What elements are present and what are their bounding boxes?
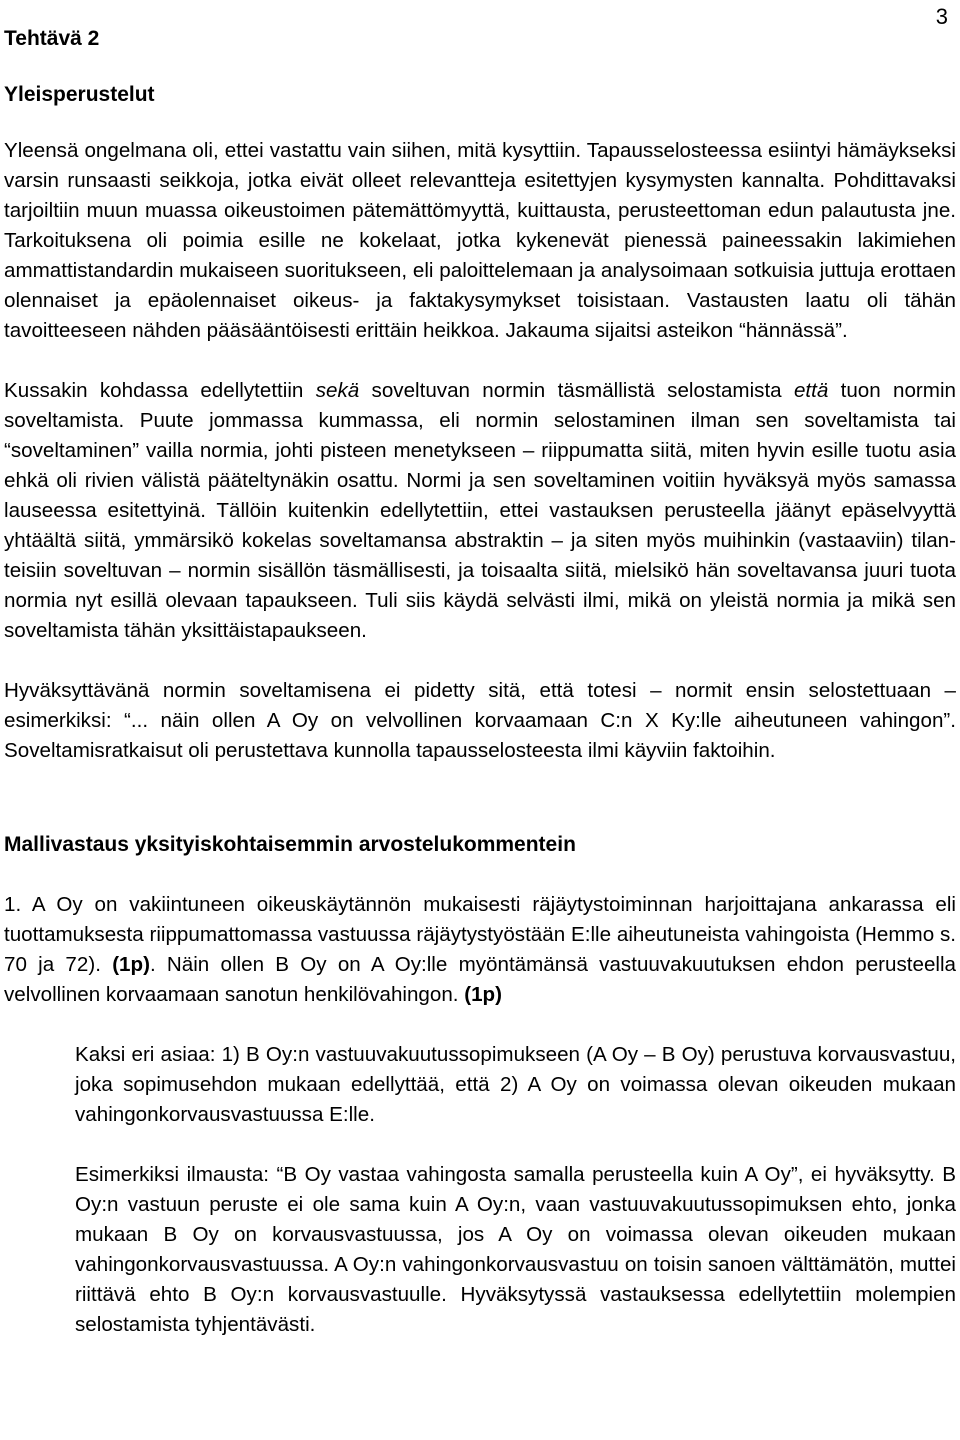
general-grounds-heading: Yleisperustelut — [4, 83, 155, 106]
p2-text-3: tuon normin soveltamista. Puute jommassa kummassa, eli normin selostaminen ilman sen soveltamista tai “soveltaminen” vailla normia, johti pisteen menetykseen – riippumatta siitä, miten hyvin esille tuotu asia ehkä oli rivien välistä pääteltynäkin osattu. Normi ja sen soveltaminen voitiin hyväksyä myös samassa lauseessa esitettyinä. Tällöin kuitenkin edellytettiin, ettei vastauksen perusteella jäänyt epäselvyyttä yhtäältä siitä, ymmärsikö kokelas soveltamansa abstraktin – ja siten myös muihinkin (vastaaviin) tilanteisiin soveltuvan – normin sisällön täsmällisesti, ja toisaalta siitä, mielsikö hän soveltavansa juuri tuota normia nyt esillä olevaan tapaukseen. Tuli siis käydä selvästi ilmi, mikä on yleistä normia ja mikä sen soveltamista tähän yksittäistapaukseen. — [4, 379, 956, 642]
p4-text-2: . Näin ollen B Oy on A Oy:lle myöntämänsä vastuuvakuutuksen ehdon perusteella velvollinen korvaamaan sanotun henkilövahingon. — [4, 953, 957, 1006]
p4-points-1: (1p) — [112, 953, 150, 976]
paragraph-example-expression: Esimerkiksi ilmausta: “B Oy vastaa vahingosta samalla perusteella kuin A Oy”, ei hyväksytty. B Oy:n vastuun peruste ei ole sama kuin A Oy:n, vaan vastuuvakuutussopimuksen ehto, jonka mukaan B Oy on korvausvastuussa, jos A Oy on voimassa olevan oikeuden mukaan vahingonkorvausvastuussa. A Oy:n vahingonkorvausvastuu on toisin sanoen välttämätön, muttei riittävä ehto B Oy:n korvausvastuulle. Hyväksytyssä vastauksessa edellytettiin molempien selostamista tyhjentävästi. — [75, 1163, 956, 1336]
paragraph-acceptable-application: Hyväksyttävänä normin soveltamisena ei pidetty sitä, että totesi – normit ensin selostettuaan – esimerkiksi: “... näin ollen A Oy on velvollinen korvaamaan C:n X Ky:lle aiheutuneen vahingon”. Soveltamisratkaisut oli perustettava kunnolla tapausselosteesta ilmi käyviin faktoihin. — [4, 679, 956, 762]
page-number: 3 — [935, 4, 948, 29]
task-heading: Tehtävä 2 — [4, 27, 100, 50]
p2-text-1: Kussakin kohdassa edellytettiin — [4, 379, 316, 402]
paragraph-general-problems: Yleensä ongelmana oli, ettei vastattu vain siihen, mitä kysyttiin. Tapausselosteessa esiintyi hämäykseksi varsin runsaasti seikkoja, jotka eivät olleet relevantteja esitettyjen kysymysten kannalta. Pohdittavaksi tarjoiltiin muun muassa oikeustoimen pätemättömyyttä, kuittausta, perusteettoman edun palautusta jne. Tarkoituksena oli poimia esille ne kokelaat, jotka kykenevät pienessä paineessakin lakimiehen ammattistandardin mukaiseen suoritukseen, eli paloittelemaan ja analysoimaan sotkuisia juttuja erottaen olennaiset ja epäolennaiset oikeus- ja faktakysymykset toisistaan. Vastausten laatu oli tähän tavoitteeseen nähden pääsääntöisesti erittäin heikkoa. Jakauma sijaitsi asteikon “hännässä”. — [4, 139, 956, 342]
paragraph-two-issues: Kaksi eri asiaa: 1) B Oy:n vastuuvakuutussopimukseen (A Oy – B Oy) perustuva korvausvastuu, joka sopimusehdon mukaan edellyttää, että 2) A Oy on voimassa olevan oikeuden mukaan vahingonkorvausvastuussa E:lle. — [75, 1043, 956, 1126]
document-page — [4, 24, 956, 1340]
p4-points-2: (1p) — [464, 983, 502, 1006]
model-answer-heading: Mallivastaus yksityiskohtaisemmin arvostelukommentein — [4, 833, 576, 856]
p4-text-1: 1. A Oy on vakiintuneen oikeuskäytännön mukaisesti räjäytystoiminnan harjoittajana ankarassa eli tuottamuksesta riippumattomassa vastuussa räjäytystyöstään E:lle aiheutuneista vahingoista (Hemmo s. 70 ja 72). — [4, 893, 956, 976]
p2-text-2: soveltuvan normin täsmällistä selostamista — [359, 379, 794, 402]
paragraph-norm-and-application — [4, 376, 956, 646]
p2-emphasis-seka: sekä — [315, 379, 360, 402]
paragraph-answer-1 — [4, 890, 956, 1010]
p2-emphasis-etta: että — [793, 379, 829, 402]
